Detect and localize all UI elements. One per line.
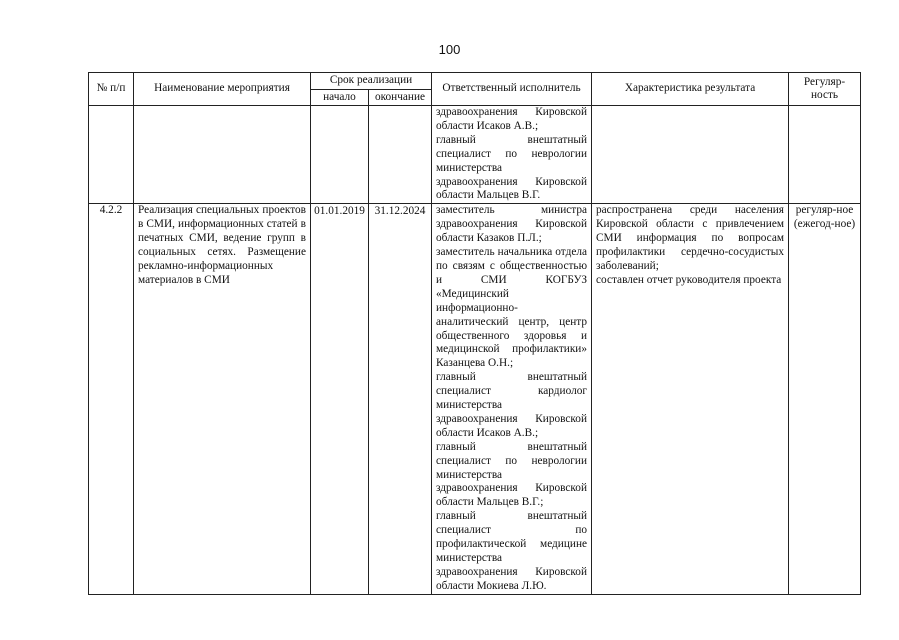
cell-empty	[311, 106, 369, 204]
cell-end: 31.12.2024	[369, 204, 432, 594]
header-period: Срок реализации	[311, 73, 432, 90]
activities-table	[88, 72, 861, 595]
cell-empty	[134, 106, 311, 204]
executor-line: главный внештатный специалист по неврологии министерства	[436, 440, 588, 481]
header-end: окончание	[369, 89, 432, 106]
executor-line: здравоохранения Кировской области Исаков А.В.;	[436, 106, 588, 132]
header-num: № п/п	[89, 73, 134, 106]
executor-line: заместитель министра здравоохранения Кировской области Казаков П.Л.;	[436, 204, 588, 245]
table-row-continuation	[89, 106, 861, 204]
cell-empty	[789, 106, 861, 204]
header-result: Характеристика результата	[592, 73, 789, 106]
header-row	[89, 73, 861, 90]
cell-name: Реализация специальных проектов в СМИ, информационных статей в печатных СМИ, ведение групп в социальных сетях. Размещение рекламно-информационных материалов в СМИ	[134, 204, 311, 594]
executor-line: главный внештатный специалист по профилактической медицине министерства	[436, 510, 588, 564]
header-start: начало	[311, 89, 369, 106]
executor-line: здравоохранения Кировской области Мокиева Л.Ю.	[436, 565, 588, 592]
table-row	[89, 204, 861, 594]
cell-num: 4.2.2	[89, 204, 134, 594]
header-regularity: Регуляр-ность	[789, 73, 861, 106]
executor-line: здравоохранения Кировской области Исаков А.В.;	[436, 412, 588, 439]
result-line: распространена среди населения Кировской области с привлечением СМИ информация по вопросам профилактики сердечно-сосудистых заболеваний;	[596, 204, 785, 272]
cell-empty	[592, 106, 789, 204]
header-name: Наименование мероприятия	[134, 73, 311, 106]
header-executor: Ответственный исполнитель	[432, 73, 592, 106]
cell-result	[592, 204, 789, 594]
executor-line: главный внештатный специалист кардиолог министерства	[436, 371, 588, 412]
result-line: составлен отчет руководителя проекта	[596, 273, 782, 286]
cell-start: 01.01.2019	[311, 204, 369, 594]
cell-regularity: регуляр-ное (ежегод-ное)	[789, 204, 861, 594]
cell-executor	[432, 204, 592, 594]
executor-line: заместитель начальника отдела по связям с общественностью и СМИ КОГБУЗ «Медицинский информационно-аналитический центр, центр общественного здоровья и медицинской профилактики» Казанцева О.Н.;	[436, 246, 588, 370]
executor-line: здравоохранения Кировской области Мальцев В.Г.;	[436, 482, 588, 509]
executor-line: здравоохранения Кировской области Мальцев В.Г.	[436, 175, 588, 202]
page-number: 100	[438, 42, 461, 57]
executor-line: главный внештатный специалист по неврологии министерства	[436, 133, 588, 174]
cell-executor	[432, 106, 592, 204]
cell-empty	[369, 106, 432, 204]
cell-empty	[89, 106, 134, 204]
